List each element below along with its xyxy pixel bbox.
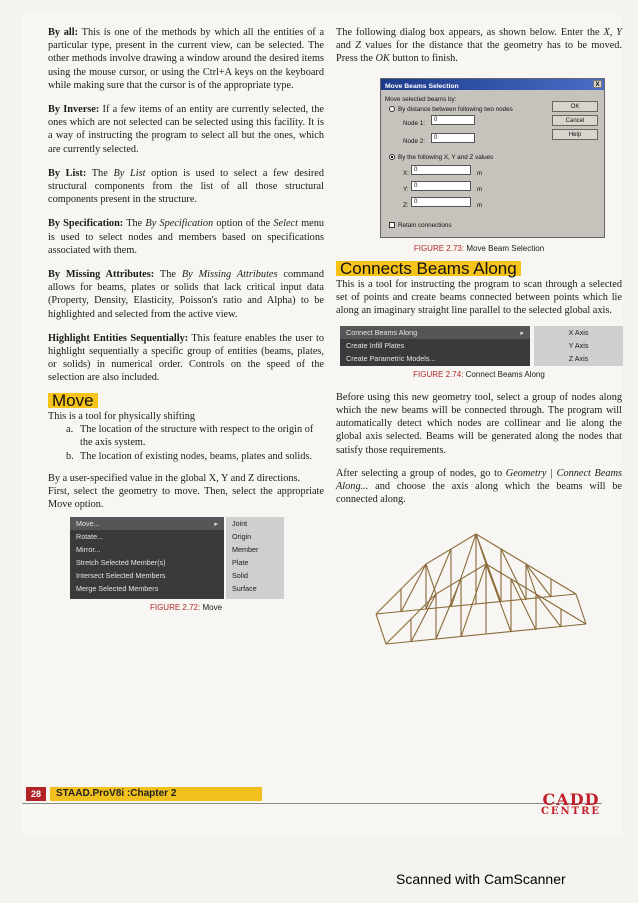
by-inverse-text: If a few items of an entity are currently selected, the ones which are not selected can be selected using this facility. It is a way of instructing the program to select all but the ones, which are currently selected. (48, 104, 324, 155)
move-para-1: By a user-specified value in the global X, Y and Z directions. (48, 472, 301, 484)
by-missing-italic: By Missing Attributes (181, 269, 278, 281)
page-number: 28 (26, 787, 46, 801)
submenu-item-surface[interactable]: Surface (232, 584, 257, 594)
menu-item-label: Mirror... (76, 545, 101, 555)
menu-item-move[interactable] (70, 517, 224, 530)
list-item (66, 423, 324, 449)
menu-item-label: Stretch Selected Member(s) (76, 558, 166, 568)
by-list-term: By List: (48, 167, 87, 179)
group-label: Move selected beams by: (385, 95, 457, 103)
before-paragraph: Before using this new geometry tool, select a group of nodes along which the new beams will be connected through. The program will automatically detect which nodes are collinear and lie along the global axis selected. Beams will be generated along the nodes that satisfy those requirements. (336, 391, 622, 456)
connect-paragraph: This is a tool for instructing the program to scan through a selected set of points and create beams connected between points which lie along an imaginary straight line parallel to the selected global axis. (336, 279, 622, 317)
by-inverse-term: By Inverse: (48, 104, 100, 116)
menu-item-label: Move... (76, 519, 100, 529)
radio-icon (389, 106, 395, 112)
submenu-item-solid[interactable]: Solid (232, 571, 248, 581)
by-spec-term: By Specification: (48, 218, 124, 230)
submenu-arrow-icon: ▸ (214, 519, 218, 529)
footer-divider (22, 803, 602, 804)
figure-label: FIGURE 2.74: (413, 369, 464, 379)
intro-italic-3: OK (375, 53, 390, 65)
by-spec-text-2: option of the (216, 218, 271, 230)
by-list-text: The (91, 167, 108, 179)
menu-item-merge[interactable] (70, 582, 224, 595)
submenu-item-y-axis[interactable]: Y Axis (568, 340, 589, 350)
highlight-term: Highlight Entities Sequentially: (48, 332, 189, 344)
axis-submenu (534, 326, 623, 366)
figure-2-73-caption (336, 242, 622, 255)
connect-menu-screenshot (340, 326, 623, 366)
cancel-button[interactable]: Cancel (552, 115, 598, 126)
checkbox-icon (389, 222, 395, 228)
move-submenu (226, 517, 284, 599)
dialog-intro (336, 26, 622, 66)
left-column (48, 26, 324, 615)
by-all-term: By all: (48, 27, 79, 38)
dialog-title-bar (381, 79, 604, 90)
menu-item-parametric[interactable] (340, 352, 530, 365)
highlight-paragraph (48, 332, 324, 385)
menu-item-intersect[interactable] (70, 569, 224, 582)
submenu-item-plate[interactable]: Plate (232, 558, 249, 568)
list-item-text: The location of the structure with respect to the origin of the axis system. (80, 424, 314, 449)
ok-button[interactable]: OK (552, 101, 598, 112)
move-beams-dialog (380, 78, 605, 238)
by-spec-text-3: menu is used to select nodes and members based on specifications associated with them. (48, 218, 325, 256)
menu-item-label: Create Parametric Models... (346, 353, 436, 363)
submenu-item-x-axis[interactable]: X Axis (568, 327, 589, 337)
x-unit: m (477, 169, 483, 177)
by-spec-text: The (126, 218, 143, 230)
book-page (22, 14, 622, 836)
menu-item-label: Create Infill Plates (346, 340, 405, 350)
page-footer (22, 786, 262, 802)
by-missing-term: By Missing Attributes: (48, 269, 155, 281)
x-field[interactable]: 0 (411, 165, 471, 175)
intro-italic: X, Y (603, 27, 622, 38)
by-list-text-2: option is used to select a few desired structural components from the list of all those structural components present in the structure. (48, 167, 325, 206)
logo-line-2: CENTRE (540, 806, 602, 817)
scanner-watermark: Scanned with CamScanner (396, 871, 566, 887)
move-heading: Move (48, 393, 98, 408)
logo-line-1: CADD (542, 790, 600, 809)
after-text: After selecting a group of nodes, go to (336, 467, 503, 479)
list-marker: b. (66, 451, 74, 463)
node1-field[interactable]: 0 (431, 115, 475, 125)
close-icon[interactable]: X (593, 80, 602, 88)
by-all-paragraph (48, 26, 324, 92)
y-field[interactable]: 0 (411, 181, 471, 191)
radio-by-values[interactable] (389, 151, 493, 164)
after-paragraph (336, 467, 622, 507)
figure-label: FIGURE 2.72: (149, 603, 201, 613)
geometry-menu (70, 517, 224, 599)
help-button[interactable]: Help (552, 129, 598, 140)
by-all-text: This is one of the methods by which all the entities of a particular type, present in the current view, can be selected. The other methods involve drawing a window around the desired items using the mouse cursor, or using the Ctrl+A keys on the keyboard while making sure that the cursor is of the appropriate type. (48, 27, 325, 91)
y-label: Y: (403, 185, 409, 193)
right-column (336, 26, 622, 664)
figure-title: Move (202, 603, 223, 613)
figure-2-74-caption (336, 368, 622, 381)
chapter-title: STAAD.ProV8i :Chapter 2 (50, 787, 262, 801)
checkbox-label: Retain connections (398, 221, 452, 229)
intro-text-2: and (336, 40, 351, 52)
truss-illustration (366, 524, 596, 664)
menu-item-infill-plates[interactable] (340, 339, 530, 352)
after-text-2: and choose the axis along which the beams will be connected along. (336, 481, 622, 506)
by-list-paragraph (48, 167, 324, 207)
intro-text: The following dialog box appears, as shown below. Enter the (336, 27, 600, 38)
submenu-item-member[interactable]: Member (232, 545, 259, 555)
by-missing-paragraph (48, 268, 324, 321)
menu-item-stretch[interactable] (70, 556, 224, 569)
intro-italic-2: Z (355, 40, 361, 52)
y-unit: m (477, 185, 483, 193)
list-marker: a. (66, 424, 74, 436)
retain-checkbox[interactable] (389, 219, 452, 232)
by-missing-text: The (159, 269, 176, 281)
after-italic: Geometry | Connect Beams Along... (336, 467, 623, 493)
list-item-text: The location of existing nodes, beams, plates and solids. (80, 451, 312, 463)
list-item (66, 450, 324, 463)
move-intro: This is a tool for physically shifting (48, 410, 196, 422)
intro-text-4: button to finish. (392, 53, 458, 65)
intro-text-3: values for the distance that the geometry has to be moved. Press the (336, 40, 623, 65)
geometry-menu (340, 326, 530, 366)
menu-item-rotate[interactable] (70, 530, 224, 543)
submenu-item-z-axis[interactable]: Z Axis (568, 353, 589, 363)
z-unit: m (477, 201, 483, 209)
menu-item-label: Intersect Selected Members (76, 571, 166, 581)
menu-item-mirror[interactable] (70, 543, 224, 556)
menu-item-connect-beams[interactable] (340, 326, 530, 339)
by-list-italic: By List (113, 167, 146, 179)
menu-item-label: Connect Beams Along (346, 327, 418, 337)
node2-field[interactable]: 0 (431, 133, 475, 143)
submenu-item-origin[interactable]: Origin (232, 532, 252, 542)
by-spec-italic-2: Select (273, 218, 298, 230)
dialog-title: Move Beams Selection (385, 82, 459, 90)
by-spec-paragraph (48, 217, 324, 257)
by-inverse-paragraph (48, 103, 324, 156)
cadd-centre-logo (536, 790, 606, 818)
figure-title: Move Beam Selection (466, 243, 545, 253)
truss-lines (376, 534, 586, 644)
move-menu-screenshot (70, 517, 302, 599)
highlight-text: This feature enables the user to highlight sequentially a specific group of entities (beams, plates, or solids) in numerical order. Controls on the speed of the selection are also included. (48, 332, 324, 384)
menu-item-label: Merge Selected Members (76, 584, 159, 594)
submenu-arrow-icon: ▸ (520, 327, 524, 337)
move-list (66, 423, 324, 464)
radio-label: By distance between following two nodes (398, 105, 513, 113)
node2-label: Node 2: (403, 137, 426, 145)
menu-item-label: Rotate... (76, 532, 104, 542)
by-spec-italic: By Specification (145, 218, 214, 230)
x-label: X: (403, 169, 409, 177)
by-missing-text-2: command allows for beams, plates or solids that lack critical input data (Property, Density, Elasticity, Poisson's ratio and Alpha) to be highlighted and selected from the active view. (48, 269, 325, 320)
connect-heading: Connects Beams Along (336, 261, 521, 276)
radio-selected-icon (389, 154, 395, 160)
submenu-item-joint[interactable]: Joint (232, 519, 248, 529)
figure-title: Connect Beams Along (465, 369, 545, 379)
move-para-2: First, select the geometry to move. Then, select the appropriate Move option. (48, 485, 324, 511)
node1-label: Node 1: (403, 119, 426, 127)
radio-label: By the following X, Y and Z values (398, 153, 494, 161)
figure-2-72-caption (48, 601, 324, 614)
z-field[interactable]: 0 (411, 197, 471, 207)
z-label: Z: (403, 201, 409, 209)
figure-label: FIGURE 2.73: (413, 243, 465, 253)
